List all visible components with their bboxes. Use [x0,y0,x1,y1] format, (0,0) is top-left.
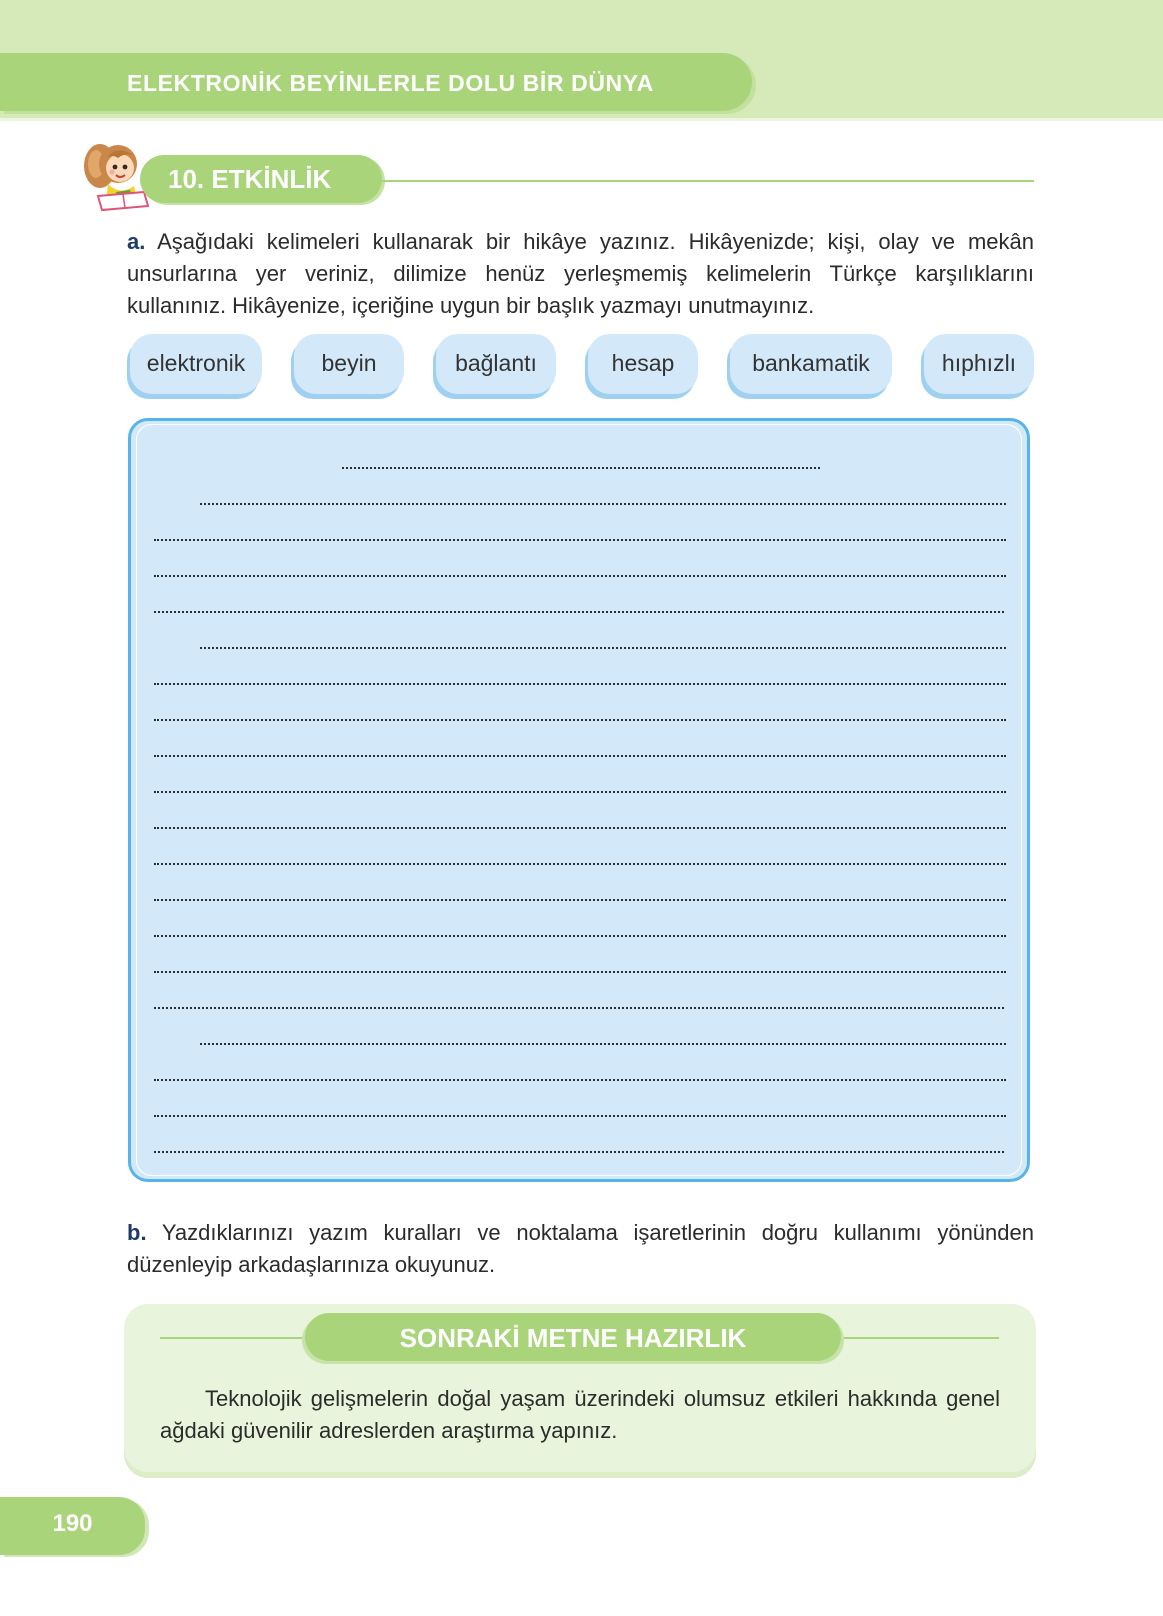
word-card-elektronik: elektronik [130,334,262,394]
next-text-rule-left [160,1337,305,1339]
word-card-baglanti: bağlantı [436,334,556,394]
writing-line[interactable] [154,791,1006,793]
writing-line[interactable] [154,755,1006,757]
next-text-body-text: Teknolojik gelişmelerin doğal yaşam üzerindeki olumsuz etkileri hakkında genel ağdaki güvenilir adreslerden araştırma yapınız. [160,1386,1000,1443]
writing-line[interactable] [154,971,1006,973]
chapter-title: ELEKTRONİK BEYİNLERLE DOLU BİR DÜNYA [127,70,654,96]
next-text-title: SONRAKİ METNE HAZIRLIK [399,1323,747,1353]
writing-line[interactable] [154,611,1004,613]
instruction-a-text: Aşağıdaki kelimeleri kullanarak bir hikâye yazınız. Hikâyenizde; kişi, olay ve mekân unsurlarına yer veriniz, dilimize henüz yerleşmemiş kelimelerin Türkçe karşılıklarını kullanınız. Hikâyenize, içeriğine uygun bir başlık yazmayı unutmayınız. [127,229,1034,318]
writing-line[interactable] [154,863,1006,865]
writing-line[interactable] [154,1151,1004,1153]
writing-line[interactable] [154,935,1006,937]
instruction-b [127,1217,1034,1281]
writing-line[interactable] [154,827,1006,829]
word-card-bankamatik: bankamatik [730,334,892,394]
word-card-hiphizli: hıphızlı [924,334,1034,394]
word-card-hesap: hesap [588,334,698,394]
next-text-body [160,1383,1000,1447]
writing-line[interactable] [154,719,1006,721]
writing-line[interactable] [154,575,1006,577]
header-divider [0,118,1163,121]
word-card-beyin: beyin [294,334,404,394]
activity-heading-rule [382,180,1034,182]
writing-line[interactable] [200,1043,1006,1045]
instruction-b-text: Yazdıklarınızı yazım kuralları ve noktalama işaretlerinin doğru kullanımı yönünden düzenleyip arkadaşlarınıza okuyunuz. [127,1220,1034,1277]
writing-line[interactable] [200,503,1006,505]
instruction-a-label: a. [127,229,146,254]
writing-line[interactable] [200,647,1006,649]
next-text-rule-right [841,1337,999,1339]
writing-line[interactable] [154,539,1006,541]
writing-area-inner-border [136,424,1022,1176]
title-line[interactable] [342,467,820,469]
activity-title: 10. ETKİNLİK [168,164,332,194]
writing-line[interactable] [154,1115,1006,1117]
page-number: 190 [52,1510,93,1537]
instruction-a [127,226,1034,322]
writing-line[interactable] [154,1079,1006,1081]
instruction-b-label: b. [127,1220,147,1245]
writing-line[interactable] [154,1007,1004,1009]
writing-line[interactable] [154,899,1006,901]
writing-line[interactable] [154,683,1006,685]
